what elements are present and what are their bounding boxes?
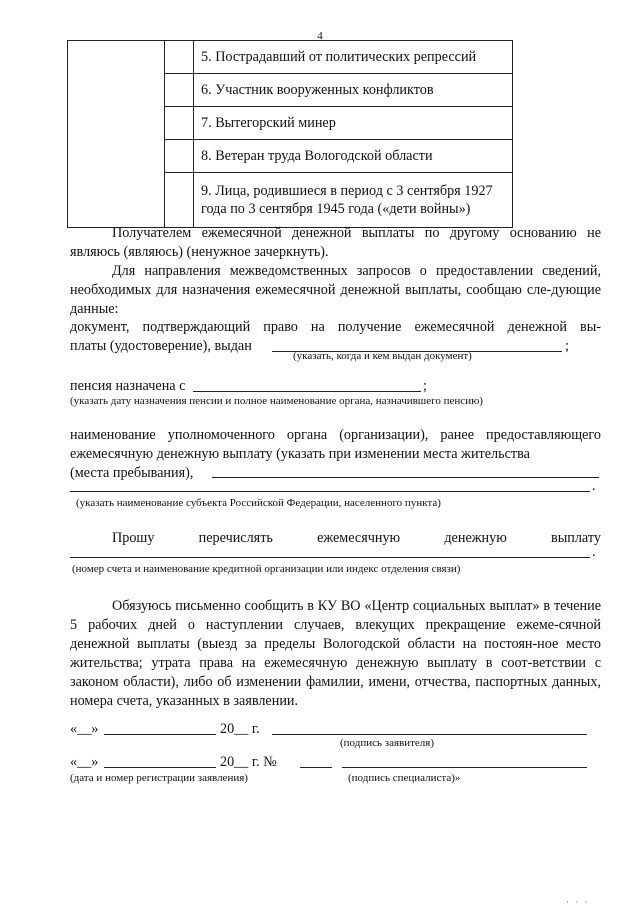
- table-check-cell: [165, 173, 194, 228]
- category-item: 7. Вытегорский минер: [194, 107, 513, 140]
- table-check-cell: [165, 74, 194, 107]
- pension-fill-line[interactable]: [193, 391, 421, 392]
- authority-paragraph: наименование уполномоченного органа (организации), ранее предоставляющего ежемесячную денежную выплату (указать при изменении места жительства: [70, 427, 601, 462]
- category-item: 5. Пострадавший от политических репрессий: [194, 41, 513, 74]
- pension-label: пенсия назначена с: [70, 378, 186, 394]
- authority-last-line: (места пребывания),: [70, 465, 194, 481]
- page-number: 4: [317, 30, 323, 42]
- interagency-paragraph: Для направления межведомственных запросов о предоставлении сведений, необходимых для назначения ежемесячной денежной выплаты, сообщаю сле-дующие данные:: [70, 263, 601, 317]
- pension-end: ;: [423, 378, 427, 394]
- transfer-word: ежемесячную: [317, 530, 401, 546]
- sig2-year: 20__ г. №: [220, 754, 277, 770]
- applicant-signature-note: (подпись заявителя): [340, 737, 435, 749]
- sig2-quote: «__»: [70, 754, 99, 770]
- transfer-note: (номер счета и наименование кредитной организации или индекс отделения связи): [72, 563, 461, 575]
- table-check-cell: [165, 41, 194, 74]
- authority-note: (указать наименование субъекта Российской Федерации, населенного пункта): [76, 497, 441, 509]
- sig2-date-line[interactable]: [104, 767, 216, 768]
- obligation-paragraph: Обязуюсь письменно сообщить в КУ ВО «Центр социальных выплат» в течение 5 рабочих дней о наступлении случаев, влекущих прекращение ежеме-сячной денежной выплаты (выезд за пределы Вологодской области на постоян-ное место жительства; утрата права на ежемесячную денежную выплату в соот-ветствии с законом области), либо об изменении фамилии, имени, отчества, паспортных данных, номера счета, указанных в заявлении.: [70, 598, 601, 709]
- pension-note: (указать дату назначения пенсии и полное наименование органа, назначившего пенсию): [70, 395, 483, 407]
- transfer-word: Прошу: [112, 530, 155, 546]
- transfer-word: перечислять: [198, 530, 273, 546]
- applicant-signature-line[interactable]: [272, 734, 587, 735]
- category-item: 8. Ветеран труда Вологодской области: [194, 140, 513, 173]
- document-end: ;: [565, 338, 569, 354]
- table-empty-cell: [68, 41, 165, 228]
- specialist-signature-line[interactable]: [342, 767, 587, 768]
- other-basis-paragraph: Получателем ежемесячной денежной выплаты по другому основанию не являюсь (являюсь) (ненужное зачеркнуть).: [70, 225, 601, 260]
- sig1-quote: «__»: [70, 721, 99, 737]
- transfer-end: .: [592, 544, 596, 560]
- document-line-2: платы (удостоверение), выдан: [70, 338, 252, 354]
- document-line-1: документ, подтверждающий право на получение ежемесячной денежной вы-: [70, 319, 601, 335]
- authority-fill-line[interactable]: [212, 477, 599, 478]
- category-item: 6. Участник вооруженных конфликтов: [194, 74, 513, 107]
- document-note: (указать, когда и кем выдан документ): [293, 350, 472, 362]
- transfer-request-line: [70, 529, 601, 548]
- sig1-year: 20__ г.: [220, 721, 260, 737]
- transfer-word: денежную: [444, 530, 507, 546]
- registration-number-line[interactable]: [300, 767, 332, 768]
- transfer-fill-line[interactable]: [70, 557, 590, 558]
- transfer-word: выплату: [551, 530, 601, 546]
- table-check-cell: [165, 140, 194, 173]
- registration-note: (дата и номер регистрации заявления): [70, 772, 248, 784]
- specialist-signature-note: (подпись специалиста)»: [348, 772, 461, 784]
- sig1-date-line[interactable]: [104, 734, 216, 735]
- category-table: [67, 40, 513, 228]
- authority-fill-line-2[interactable]: [70, 491, 590, 492]
- table-row: [68, 41, 513, 74]
- corner-mark: · · ·: [566, 897, 590, 907]
- table-check-cell: [165, 107, 194, 140]
- authority-end: .: [592, 478, 596, 494]
- category-item: 9. Лица, родившиеся в период с 3 сентября 1927 года по 3 сентября 1945 года («дети войны»): [194, 173, 513, 228]
